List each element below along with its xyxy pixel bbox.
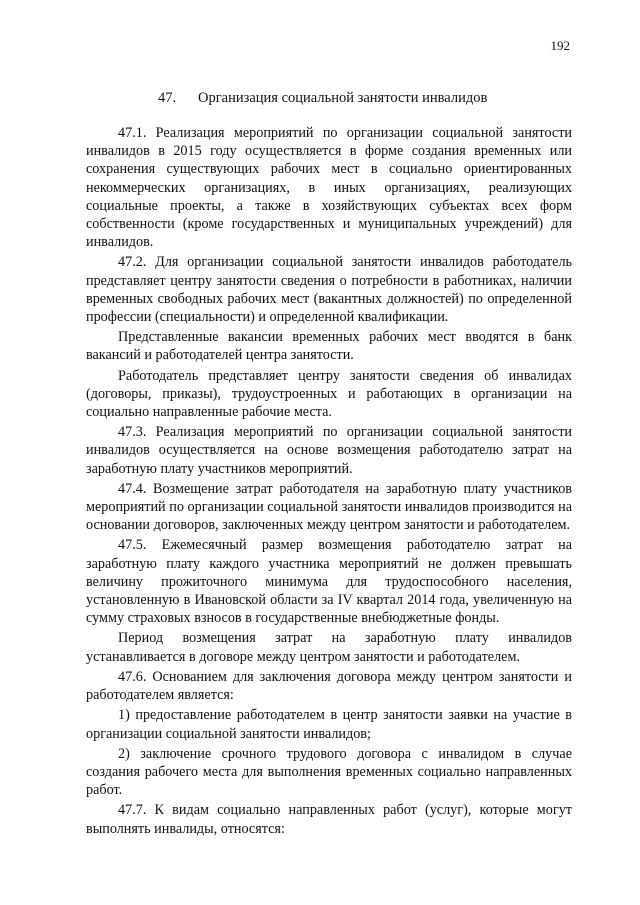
page-number: 192 (550, 38, 570, 53)
paragraph-47-2: 47.2. Для организации социальной занятости инвалидов работодатель представляет центру занятости сведения о потребности в работниках, наличии временных свободных рабочих мест (вакантных должностей) по определенной профессии (специальности) и определенной квалификации. (86, 254, 572, 326)
paragraph-reimbursement-period: Период возмещения затрат на заработную плату инвалидов устанавливается в договоре между центром занятости и работодателем. (86, 630, 572, 665)
paragraph-47-1: 47.1. Реализация мероприятий по организации социальной занятости инвалидов в 2015 году осуществляется в форме создания временных или сохранения существующих рабочих мест в социально ориентированных некоммерческих организациях, в иных организациях, реализующих социальные проекты, а также в хозяйствующих субъектах всех форм собственности (кроме государственных и муниципальных учреждений) для инвалидов. (86, 125, 572, 251)
section-heading (158, 90, 487, 107)
document-body (86, 124, 572, 840)
list-item-2: 2) заключение срочного трудового договора с инвалидом в случае создания рабочего места для выполнения временных социально направленных работ. (86, 745, 572, 799)
section-number: 47. (158, 90, 177, 106)
paragraph-47-5: 47.5. Ежемесячный размер возмещения работодателю затрат на заработную плату каждого участника мероприятий не должен превышать величину прожиточного минимума для трудоспособного населения, установленную в Ивановской области за IV квартал 2014 года, увеличенную на сумму страховых взносов в государственные внебюджетные фонды. (86, 537, 572, 627)
paragraph-vacancies: Представленные вакансии временных рабочих мест вводятся в банк вакансий и работодателей центра занятости. (86, 329, 572, 364)
paragraph-47-4: 47.4. Возмещение затрат работодателя на заработную плату участников мероприятий по организации социальной занятости инвалидов производится на основании договоров, заключенных между центром занятости и работодателем. (86, 480, 572, 534)
paragraph-47-7: 47.7. К видам социально направленных работ (услуг), которые могут выполнять инвалиды, относятся: (86, 802, 572, 837)
section-title: Организация социальной занятости инвалидов (198, 90, 488, 106)
list-item-1: 1) предоставление работодателем в центр занятости заявки на участие в организации социальной занятости инвалидов; (86, 707, 572, 742)
paragraph-47-3: 47.3. Реализация мероприятий по организации социальной занятости инвалидов осуществляется на основе возмещения работодателю затрат на заработную плату участников мероприятий. (86, 424, 572, 477)
paragraph-47-6: 47.6. Основанием для заключения договора между центром занятости и работодателем является: (86, 668, 572, 704)
paragraph-employer-info: Работодатель представляет центру занятости сведения об инвалидах (договоры, приказы), трудоустроенных и работающих в организации на социально направленные рабочие места. (86, 367, 572, 421)
